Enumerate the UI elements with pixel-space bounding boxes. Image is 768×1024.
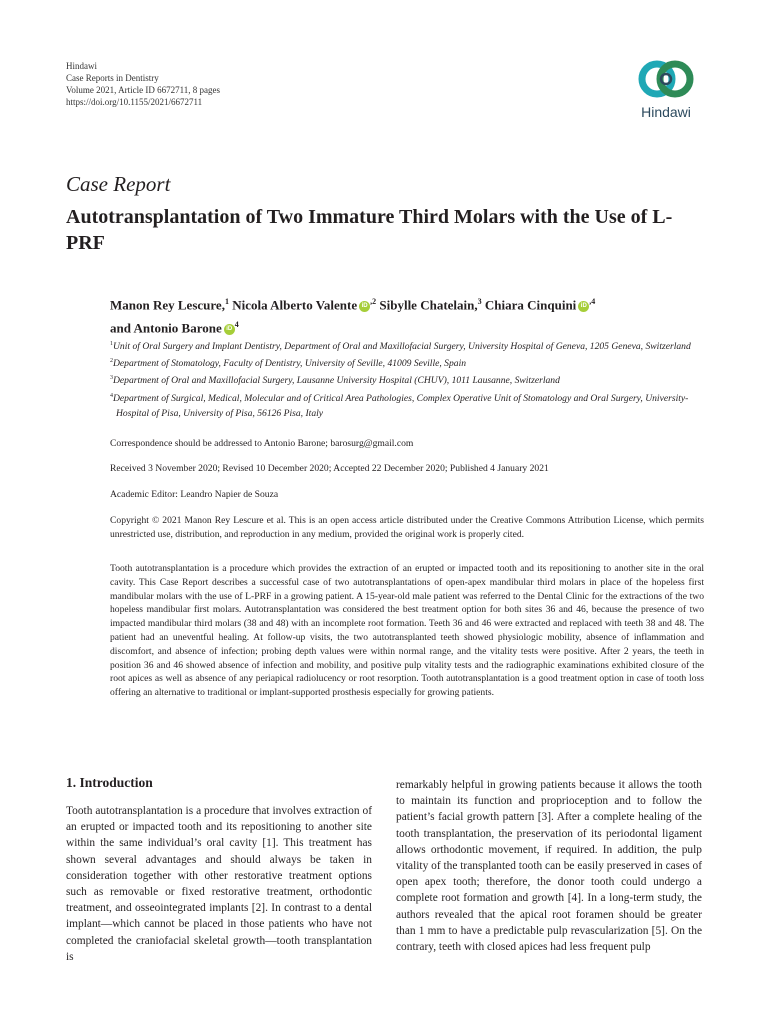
affiliation-text: Department of Stomatology, Faculty of Dentistry, University of Seville, 41009 Seville, Spain [113, 358, 467, 370]
author-list [110, 292, 710, 339]
affiliation-number: 1 [110, 341, 113, 347]
section-heading: 1. Introduction [66, 775, 153, 790]
author-name: Sibylle Chatelain, [379, 297, 478, 313]
hindawi-logo-icon [637, 56, 695, 102]
author-name: Chiara Cinquini [484, 297, 577, 313]
orcid-icon[interactable]: iD [359, 301, 370, 312]
author-affiliation-mark: ,2 [370, 297, 377, 306]
author-name: and Antonio Barone [110, 320, 222, 336]
journal-meta [66, 60, 220, 108]
journal-name: Case Reports in Dentistry [66, 73, 159, 83]
affiliation [110, 354, 710, 371]
article-dates: Received 3 November 2020; Revised 10 December 2020; Accepted 22 December 2020; Published 4 January 2021 [110, 463, 549, 474]
author-name: Manon Rey Lescure, [110, 297, 225, 313]
body-column-right: remarkably helpful in growing patients because it allows the tooth to maintain its function and proprioception and to follow the patient’s facial growth pattern [3]. After a complete healing of the tooth transplantation, the preservation of its periodontal ligament allows orthodontic movement, if required. In addition, the pulp vitality of the transplanted tooth can be easily preserved in cases of open apex tooth; therefore, the donor tooth could undergo a complete root formation and growth [4]. In a long-term study, the authors revealed that the apical root foramen should be greater than 1 mm to have a predictable pulp revascularization [5]. On the contrary, teeth with closed apices had less frequent pulp [396, 779, 702, 954]
author-affiliation-mark: 1 [224, 297, 229, 306]
hindawi-logo [628, 56, 704, 120]
article-title: Autotransplantation of Two Immature Third Molars with the Use of L-PRF [66, 206, 673, 254]
volume-line: Volume 2021, Article ID 6672711, 8 pages [66, 85, 220, 95]
affiliation-text: Department of Surgical, Medical, Molecular and of Critical Area Pathologies, Complex Operative Unit of Stomatology and Oral Surgery, University-Hospital of Pisa, University of Pisa, 56126 Pisa, Italy [113, 392, 689, 419]
affiliation [110, 389, 710, 421]
affiliation-number: 2 [110, 358, 113, 365]
author-affiliation-mark: ,4 [589, 297, 596, 306]
article-type: Case Report [66, 172, 171, 196]
author-affiliation-mark: 3 [477, 297, 482, 306]
affiliation-number: 3 [110, 375, 113, 382]
publisher-name: Hindawi [66, 61, 97, 71]
affiliation [110, 371, 710, 388]
correspondence: Correspondence should be addressed to Antonio Barone; barosurg@gmail.com [110, 438, 414, 449]
academic-editor: Academic Editor: Leandro Napier de Souza [110, 489, 279, 500]
affiliation [110, 337, 710, 354]
author-name: Nicola Alberto Valente [232, 297, 358, 313]
affiliation-list [110, 337, 710, 421]
affiliation-text: Department of Oral and Maxillofacial Surgery, Lausanne University Hospital (CHUV), 1011 Lausanne, Switzerland [113, 375, 560, 387]
doi-link[interactable]: https://doi.org/10.1155/2021/6672711 [66, 97, 203, 107]
affiliation-text: Unit of Oral Surgery and Implant Dentistry, Department of Oral and Maxillofacial Surgery, University Hospital of Geneva, 1205 Geneva, Switzerland [113, 341, 691, 353]
affiliation-number: 4 [110, 392, 113, 399]
abstract: Tooth autotransplantation is a procedure which provides the extraction of an erupted or impacted tooth and its repositioning to another site in the oral cavity. This Case Report describes a successful case of two autotransplantations of open-apex mandibular third molars in place of the hopeless first mandibular molars with the use of L-PRF in a growing patient. A 15-year-old male patient was referred to the Dental Clinic for the extractions of the two hopeless mandibular first molars. Autotransplantation was considered the best treatment option for both sites 36 and 46, because the presence of two impacted mandibular third molars (38 and 48) with an incomplete root formation. Teeth 36 and 46 were extracted and replaced with teeth 38 and 48. The patient had an uneventful healing. At follow-up visits, the two autotransplanted teeth showed physiologic mobility, absence of inflammation and discomfort, and absence of infection; probing depth values were within normal range, and the vitality tests were positive. After 2 years, the teeth in position 36 and 46 showed absence of infection and mobility, and positive pulp vitality tests and the radiographic examinations exhibited closure of the root apices as well as absence of any periapical radiolucency or root resorption. Tooth autotransplantation is a good treatment option in case of tooth loss offering an alternative to traditional or implant-supported prosthesis especially for growing patients. [110, 563, 704, 699]
body-column-left: Tooth autotransplantation is a procedure that involves extraction of an erupted or impacted tooth and its repositioning to another site within the same individual’s oral cavity [1]. This treatment has shown several advantages and should always be taken in consideration together with other restorative treatment options such as removable or fixed restorative treatment, orthodontic treatment, and osseointegrated implants [2]. In contrast to a dental implant—which cannot be placed in those patients who have not completed the craniofacial skeletal growth—tooth transplantation is [66, 805, 372, 963]
logo-text: Hindawi [641, 104, 691, 120]
orcid-icon[interactable]: iD [224, 324, 235, 335]
copyright-notice: Copyright © 2021 Manon Rey Lescure et al. This is an open access article distributed under the Creative Commons Attribution License, which permits unrestricted use, distribution, and reproduction in any medium, provided the original work is properly cited. [110, 515, 704, 540]
orcid-icon[interactable]: iD [578, 301, 589, 312]
author-affiliation-mark: 4 [234, 320, 239, 330]
